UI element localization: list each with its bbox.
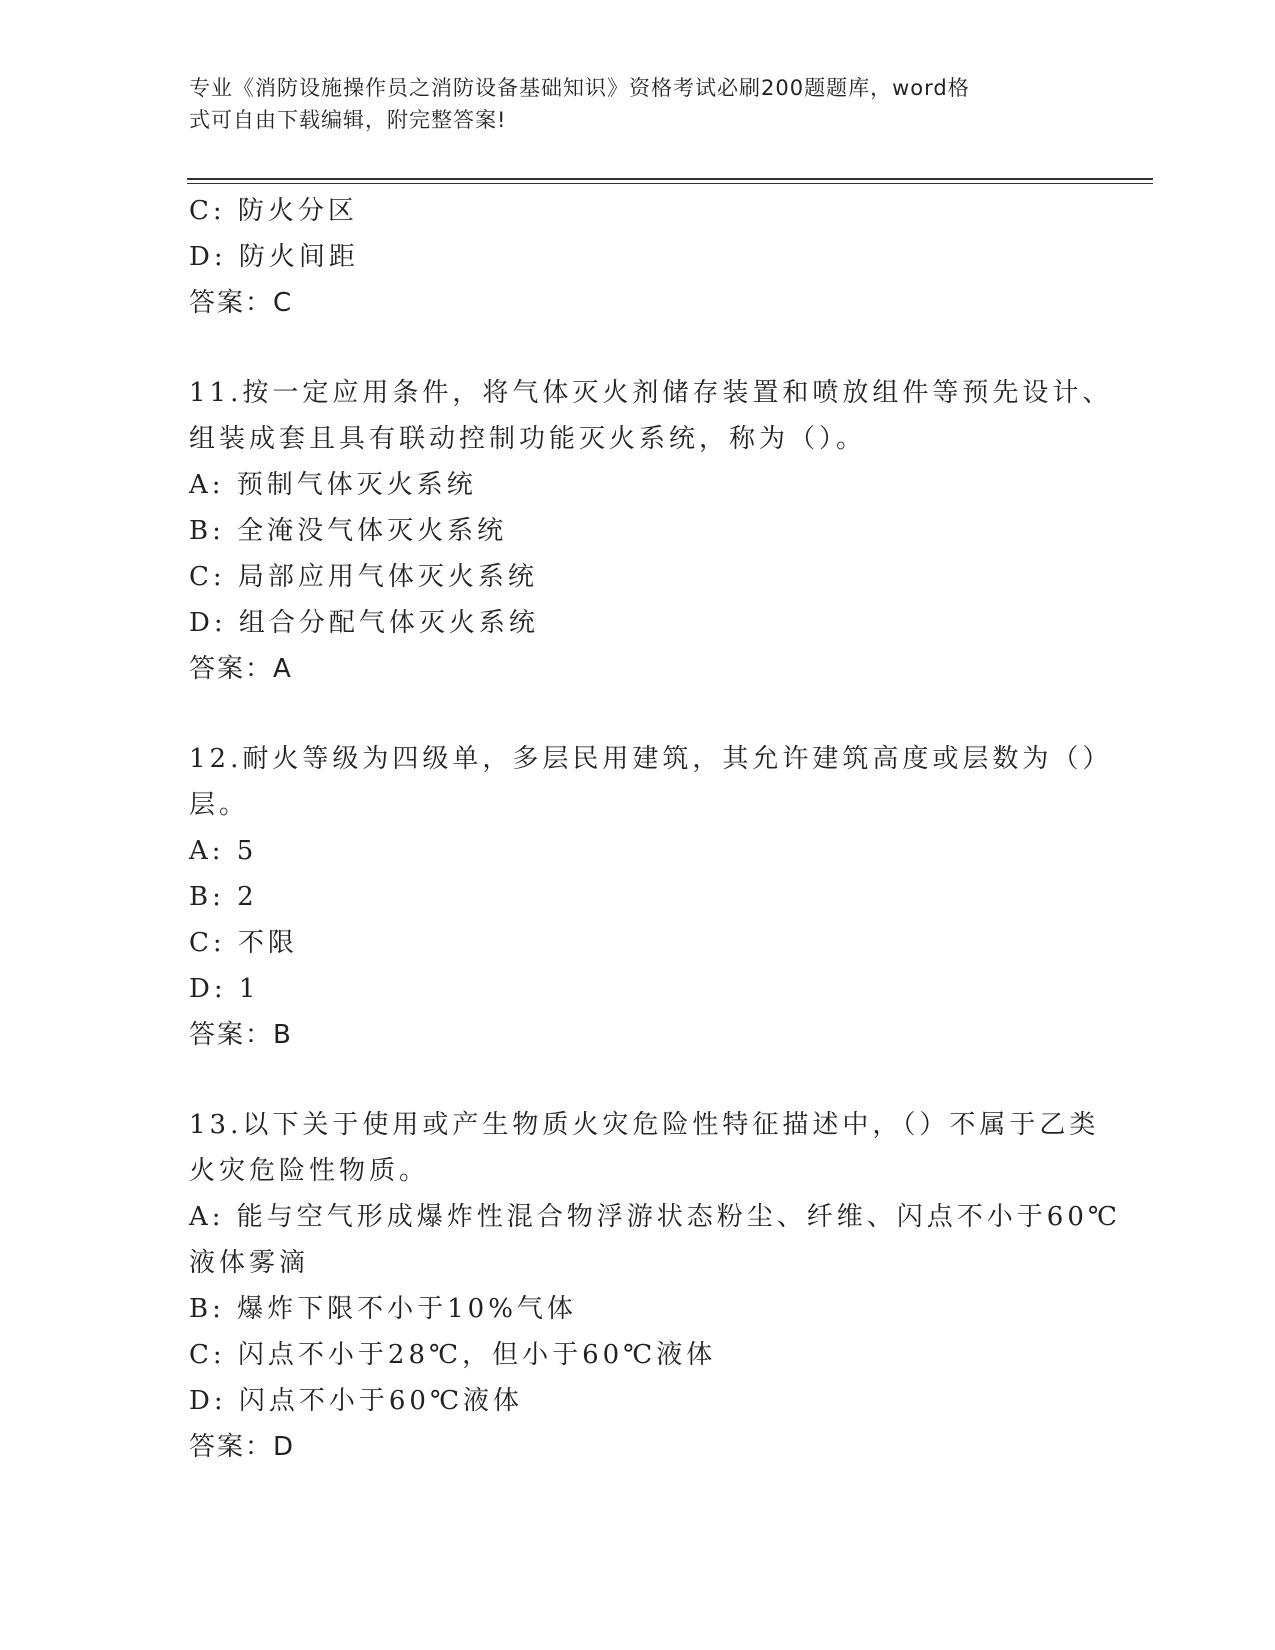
header-line-1: 专业《消防设施操作员之消防设备基础知识》资格考试必刷200题题库，word格 — [189, 76, 970, 100]
option-d: D: 组合分配气体灭火系统 — [189, 608, 539, 638]
question-stem-line: 层。 — [189, 790, 250, 820]
question-12 — [189, 736, 1113, 1058]
option-d: D: 1 — [189, 974, 260, 1004]
question-stem-line: 13.以下关于使用或产生物质火灾危险性特征描述中，（）不属于乙类 — [189, 1110, 1100, 1140]
answer-line: 答案：C — [189, 288, 294, 318]
option-c: C: 局部应用气体灭火系统 — [189, 562, 538, 592]
option-c: C: 闪点不小于28℃，但小于60℃液体 — [189, 1340, 717, 1370]
option-b: B: 2 — [189, 882, 258, 912]
option-d: D: 防火间距 — [189, 242, 359, 272]
option-c: C: 不限 — [189, 928, 298, 958]
question-stem-line: 11.按一定应用条件，将气体灭火剂储存装置和喷放组件等预先设计、 — [189, 378, 1113, 408]
question-13 — [189, 1102, 1121, 1470]
question-stem-line: 12.耐火等级为四级单，多层民用建筑，其允许建筑高度或层数为（） — [189, 744, 1113, 774]
option-a: A: 能与空气形成爆炸性混合物浮游状态粉尘、纤维、闪点不小于60℃ — [189, 1202, 1121, 1232]
option-a-continued: 液体雾滴 — [189, 1248, 310, 1278]
option-b: B: 全淹没气体灭火系统 — [189, 516, 508, 546]
answer-line: 答案：A — [189, 654, 293, 684]
header-line-2: 式可自由下载编辑，附完整答案! — [189, 108, 507, 132]
question-stem-line: 火灾危险性物质。 — [189, 1156, 430, 1186]
question-10-tail — [189, 188, 1089, 326]
answer-line: 答案：B — [189, 1020, 293, 1050]
option-a: A: 5 — [189, 836, 258, 866]
answer-line: 答案：D — [189, 1432, 296, 1462]
option-a: A: 预制气体灭火系统 — [189, 470, 477, 500]
header-divider — [187, 178, 1153, 184]
option-d: D: 闪点不小于60℃液体 — [189, 1386, 524, 1416]
question-stem-line: 组装成套且具有联动控制功能灭火系统，称为（）。 — [189, 424, 867, 454]
document-header — [189, 72, 1089, 136]
question-content — [189, 188, 1121, 1470]
question-11 — [189, 370, 1113, 692]
option-c: C: 防火分区 — [189, 196, 358, 226]
option-b: B: 爆炸下限不小于10%气体 — [189, 1294, 577, 1324]
